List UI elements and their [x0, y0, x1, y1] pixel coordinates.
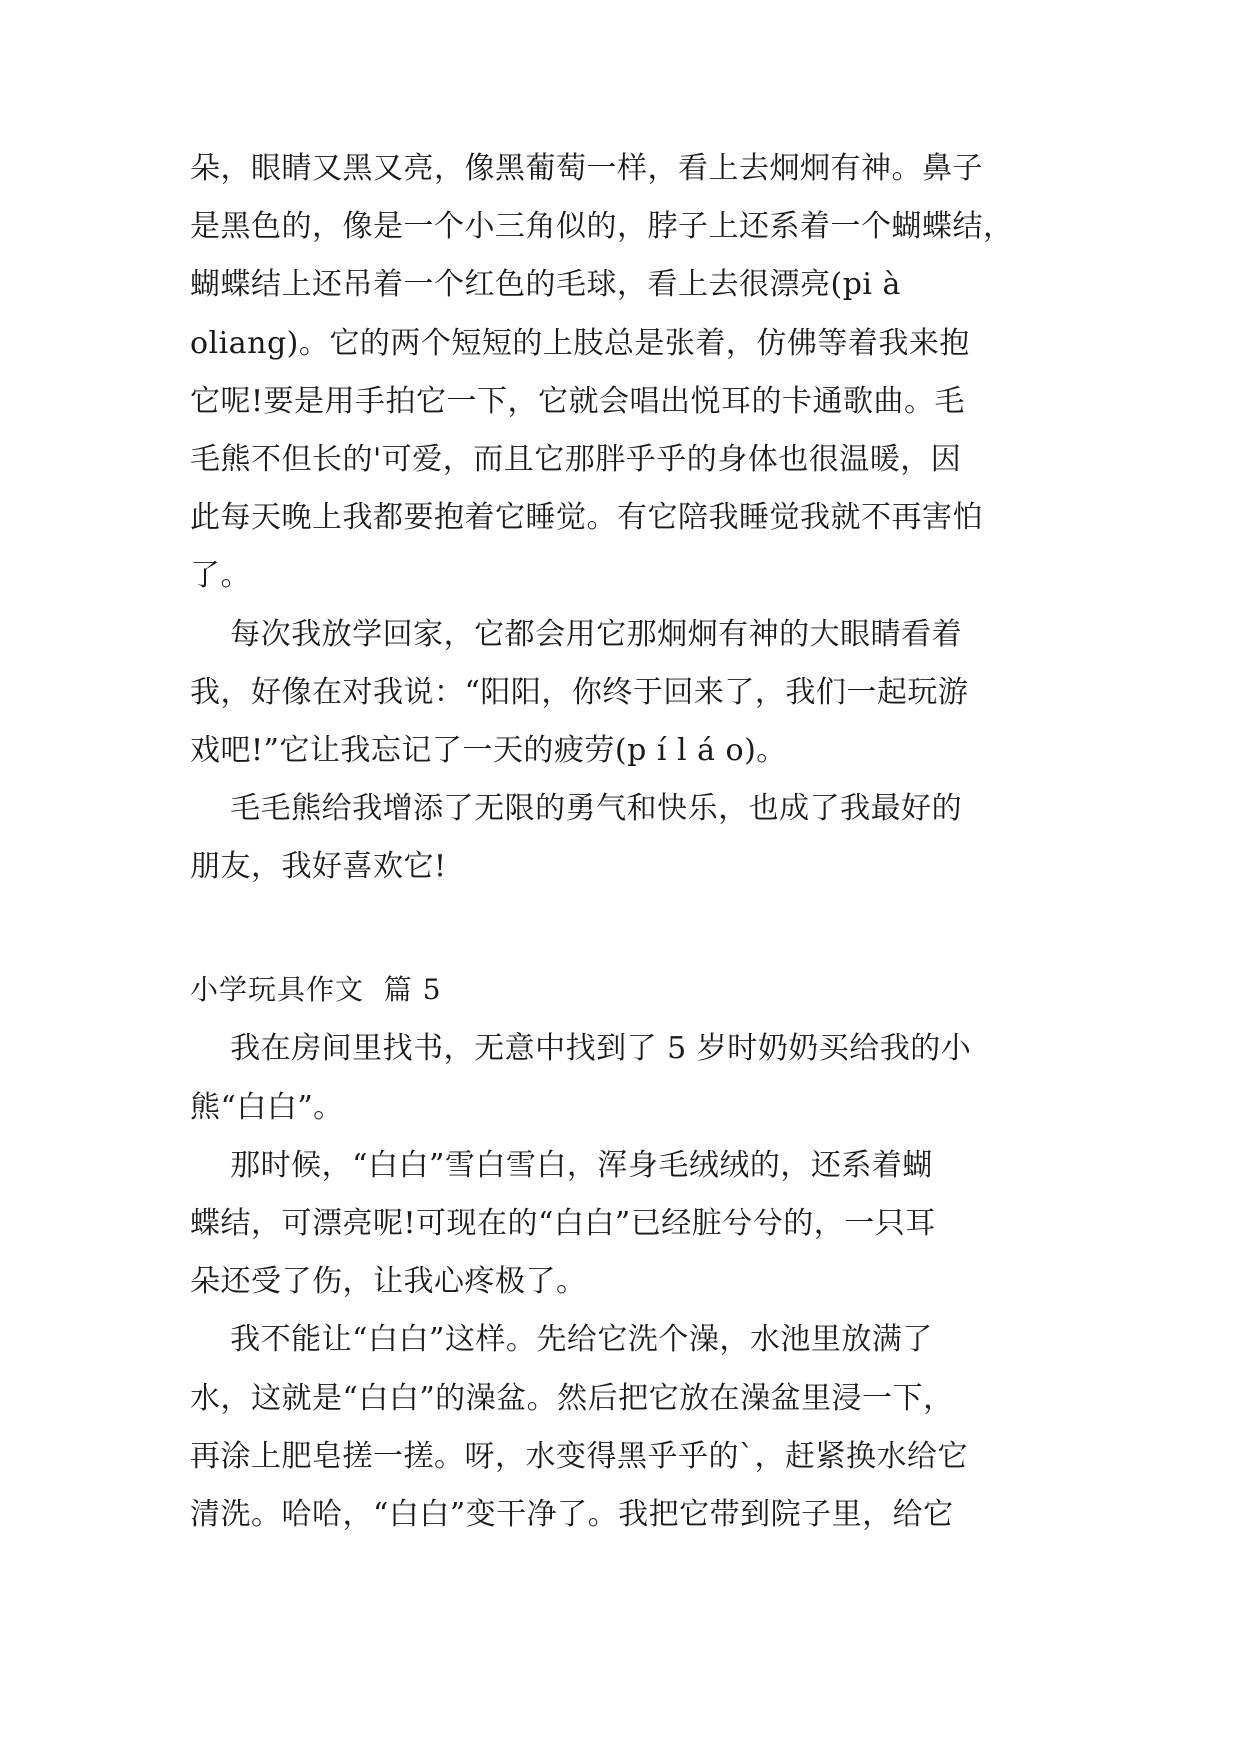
- text-line: 朵，眼睛又黑又亮，像黑葡萄一样，看上去炯炯有神。鼻子: [190, 151, 983, 186]
- text-line: 朋友，我好喜欢它!: [190, 849, 447, 885]
- text-line: 那时候，“白白”雪白雪白，浑身毛绒绒的，还系着蝴: [190, 1147, 933, 1183]
- essay-section-5: [190, 1020, 1070, 1544]
- section-spacer: [190, 896, 1070, 960]
- text-line: 我不能让“白白”这样。先给它洗个澡，水池里放满了: [190, 1322, 933, 1358]
- text-line: 蝶结，可漂亮呢!可现在的“白白”已经脏兮兮的，一只耳: [190, 1206, 936, 1241]
- text-line: 每次我放学回家，它都会用它那炯炯有神的大眼睛看着: [190, 616, 963, 652]
- text-line: 毛毛熊给我增添了无限的勇气和快乐，也成了我最好的: [190, 791, 963, 827]
- text-line: 熊“白白”。: [190, 1089, 344, 1125]
- text-line: 清洗。哈哈，“白白”变干净了。我把它带到院子里，给它: [190, 1496, 954, 1532]
- text-line: 戏吧!”它让我忘记了一天的疲劳(p í l á o)。: [190, 732, 787, 768]
- text-line: 再涂上肥皂搓一搓。呀，水变得黑乎乎的`，赶紧换水给它: [190, 1438, 968, 1474]
- text-line: 水，这就是“白白”的澡盆。然后把它放在澡盆里浸一下，: [190, 1380, 954, 1416]
- text-line: 了。: [190, 558, 251, 594]
- text-line: 是黑色的，像是一个小三角似的，脖子上还系着一个蝴蝶结，: [190, 209, 1014, 245]
- essay-section-4-ending: [190, 140, 1070, 896]
- text-line: 蝴蝶结上还吊着一个红色的毛球，看上去很漂亮(pi à: [190, 267, 901, 303]
- section-heading: 小学玩具作文 篇 5: [190, 973, 442, 1007]
- text-line: 它呢!要是用手拍它一下，它就会唱出悦耳的卡通歌曲。毛: [190, 383, 966, 419]
- text-line: 朵还受了伤，让我心疼极了。: [190, 1264, 587, 1300]
- text-line: 此每天晚上我都要抱着它睡觉。有它陪我睡觉我就不再害怕: [190, 500, 983, 536]
- text-line: oliang)。它的两个短短的上肢总是张着，仿佛等着我来抱: [190, 325, 970, 361]
- text-line: 毛熊不但长的'可爱，而且它那胖乎乎的身体也很温暖，因: [190, 441, 962, 477]
- text-line: 我，好像在对我说：“阳阳，你终于回来了，我们一起玩游: [190, 674, 969, 710]
- text-line: 我在房间里找书，无意中找到了 5 岁时奶奶买给我的小: [190, 1031, 972, 1067]
- document-page: [190, 140, 1070, 1544]
